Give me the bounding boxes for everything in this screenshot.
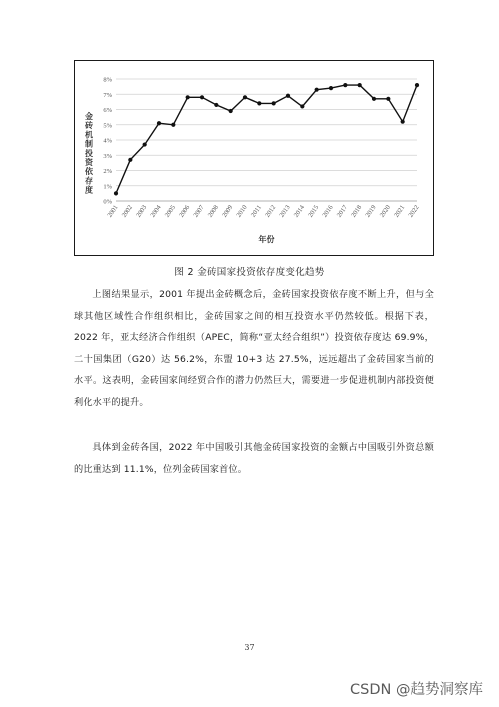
data-point xyxy=(315,88,319,92)
watermark: CSDN @趋势洞察库 xyxy=(350,682,483,698)
x-tick-label: 2015 xyxy=(307,204,321,219)
data-point xyxy=(272,101,276,105)
data-point xyxy=(143,142,147,146)
x-tick-label: 2005 xyxy=(163,204,177,219)
x-tick-label: 2017 xyxy=(335,204,349,219)
y-tick-label: 1% xyxy=(103,183,112,191)
data-point xyxy=(401,120,405,124)
x-tick-label: 2008 xyxy=(206,204,220,219)
x-tick-label: 2019 xyxy=(364,204,378,219)
data-point xyxy=(171,123,175,127)
data-point xyxy=(114,191,118,195)
data-point xyxy=(300,104,304,108)
data-point xyxy=(186,95,190,99)
x-tick-label: 2011 xyxy=(249,204,263,219)
x-tick-label: 2003 xyxy=(135,204,149,219)
y-axis-label: 金砖机制投资依存度 xyxy=(85,112,93,195)
body-paragraph-1: 上图结果显示，2001 年提出金砖概念后，金砖国家投资依存度不断上升，但与全球其他区域性合作组织相比，金砖国家之间的相互投资水平仍然较低。根据下表，2022 年，亚太经济合作组织（APEC，简称“亚太经合组织”）投资依存度达 69.9%，二十国集团（G20）达 56.2%，东盟 10+3 达 27.5%，远远超出了金砖国家当前的水平。这表明，金砖国家间经贸合作的潜力仍然巨大，需要进一步促进机制内部投资便利化水平的提升。 xyxy=(74,289,434,408)
y-tick-label: 2% xyxy=(103,168,112,175)
data-point xyxy=(372,97,376,101)
x-tick-label: 2020 xyxy=(378,204,392,219)
chart-svg xyxy=(75,61,433,255)
x-tick-label: 2006 xyxy=(178,204,192,219)
x-tick-label: 2012 xyxy=(264,204,278,219)
x-tick-label: 2004 xyxy=(149,204,163,219)
series-line xyxy=(116,85,417,193)
data-point xyxy=(128,158,132,162)
line-chart xyxy=(74,60,434,256)
x-tick-label: 2022 xyxy=(407,204,421,219)
y-tick-label: 8% xyxy=(103,76,112,84)
x-tick-label: 2002 xyxy=(120,204,134,219)
x-tick-label: 2014 xyxy=(292,204,306,219)
data-point xyxy=(157,121,161,125)
y-tick-label: 5% xyxy=(103,122,112,130)
body-paragraph-2: 具体到金砖各国，2022 年中国吸引其他金砖国家投资的金额占中国吸引外资总额的比重达到 11.1%，位列金砖国家首位。 xyxy=(74,442,434,475)
data-point xyxy=(286,94,290,98)
y-tick-label: 6% xyxy=(103,107,112,114)
x-tick-label: 2007 xyxy=(192,204,206,219)
data-point xyxy=(343,83,347,87)
x-tick-label: 2021 xyxy=(393,204,407,219)
data-point xyxy=(329,86,333,90)
y-tick-label: 0% xyxy=(103,198,112,206)
figure-caption: 图 2 金砖国家投资依存度变化趋势 xyxy=(174,267,325,278)
data-point xyxy=(415,83,419,87)
x-tick-label: 2013 xyxy=(278,204,292,219)
x-tick-label: 2009 xyxy=(221,204,235,219)
x-axis-label: 年份 xyxy=(258,235,275,244)
data-point xyxy=(243,95,247,99)
x-tick-label: 2018 xyxy=(350,204,364,219)
x-tick-label: 2016 xyxy=(321,204,335,219)
y-tick-label: 4% xyxy=(103,137,112,145)
data-point xyxy=(358,83,362,87)
data-point xyxy=(257,101,261,105)
data-point xyxy=(229,109,233,113)
data-point xyxy=(214,103,218,107)
x-tick-label: 2001 xyxy=(106,204,120,219)
x-tick-label: 2010 xyxy=(235,204,249,219)
y-tick-label: 7% xyxy=(103,91,112,99)
data-point xyxy=(200,95,204,99)
y-tick-label: 3% xyxy=(103,152,112,160)
data-point xyxy=(386,97,390,101)
page-number: 37 xyxy=(244,643,255,652)
